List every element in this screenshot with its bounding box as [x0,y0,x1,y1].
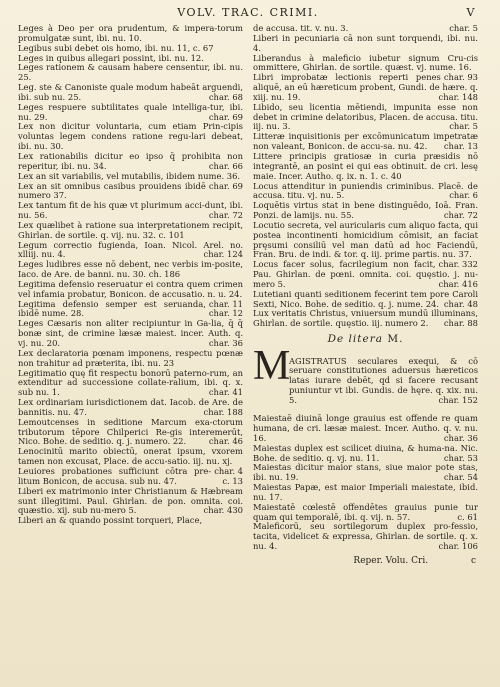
index-entry-ref: char. 11 [208,298,243,309]
index-entry-text: de accusa. tit. v. nu. 3. [253,23,349,33]
index-entry-text: Lenocinitū marito obiectū, onerat ipsum, vxorem tamen non excusat, Place. de accu-satio. iij. nu. xj. [18,446,243,467]
index-entry-text: Liberi ex matrimonio inter Christianum & Hæbream sunt illegitimi. Paul. Ghirlan. de pon. omnita. coi. quæstio. xij. sub nu-mero 5. [18,485,243,516]
index-entry-text: Liberi in pecuniaria cā non sunt torquendi, ibi. nu. 4. [253,32,478,53]
index-entry-text: Libido, seu licentia mētiendi, impunita esse non debet in crimine delatoribus, Placen. de accusa. titu. iij. nu. 3. [253,101,478,132]
index-entry-ref: char. 66 [208,160,243,171]
index-entry-text: Libri improbatæ lectionis reperti penes aliquē, an eū hæreticum probent, Gundi. de hære. q. xiij. nu. 19. [253,72,478,102]
index-entry-ref: char. 6 [449,190,478,201]
index-entry-text: Lex an sit variabilis, vel mutabilis, ibidem nume. 36. [18,170,241,181]
section-heading-letter: M. [387,333,404,346]
index-entry-text: Legibus subi debet ois homo, ibi. nu. 11, c. 67 [18,42,214,53]
index-entry-text: Leges in quibus allegari possint, ibi. nu. 12. [18,52,204,63]
index-entry [18,152,243,172]
right-column-entries-m [253,414,478,552]
index-entry [253,503,478,523]
running-header [18,4,478,22]
index-entry-ref: char. 12 [208,308,243,319]
index-entry [253,290,478,310]
index-entry-text: Legitima defensio semper est seruanda, ibidē nume. 28. [18,298,206,319]
index-entry [18,516,243,526]
index-entry-ref: c. 61 [457,511,478,522]
index-entry-text: Leges à Deo per ora prudentum, & impera-torum promulgatæ sunt, ibi. nu. 10. [18,23,243,43]
index-entry-text: Lutetiani quanti seditionem fecerint tem pore Caroli Sexti, Nico. Bohe. de seditio. q. j. nume. 24. [253,288,478,309]
index-entry [18,122,243,152]
index-entry [18,319,243,349]
index-columns [18,24,478,566]
index-entry-text: Locutio secreta, vel auricularis cum aliquo facta, qui postea incontinenti homicidium cōmisit, an faciat pręsumi consiliū vel man datū ad hoc Faciendū, Fran. Bru. de indi. & tor. q. iij. prime partis. nu. 37. [253,219,478,260]
index-entry-text: Liberandus à maleficio iubetur signum Cru-cis ommittere, Ghirlan. de sortile. quæst. vj. nume. 16. [253,52,478,73]
index-entry-text: Legitimatio quę fit respectu bonorū paterno-rum, an extenditur ad successione collate-ralium, ibi. q. x. sub nu. 1. [18,367,243,398]
right-column-entries [253,24,478,329]
index-entry [253,201,478,221]
index-entry [253,414,478,444]
index-entry [18,83,243,103]
index-entry [18,221,243,241]
catchword [253,556,478,566]
index-entry [253,52,478,83]
index-entry [253,152,478,182]
index-entry-ref: c. 13 [222,475,243,486]
index-entry-ref: char. 36 [208,338,243,348]
index-entry [18,241,243,261]
index-entry-ref: char. 5 [449,23,478,33]
index-entry-ref: char. 13 [443,141,478,152]
index-entry [18,24,243,44]
index-entry [18,349,243,369]
index-entry-text: Lex ordinariam iurisdictionem dat. Iacob. de Are. de bannitis. nu. 47. [18,397,243,417]
index-entry-ref: char. 106 [438,541,478,552]
index-entry-ref: char. 46 [208,436,243,447]
index-entry [18,487,243,517]
index-entry-text: Loquētis virtus stat in bene distinguēdo, Ioā. Fran. Ponzi. de lamijs. nu. 55. [253,200,478,221]
index-entry-text: Legum correctio fugienda, Ioan. Nicol. Arel. no. xlliij. nu. 4. [18,239,243,260]
index-entry-text: Liberi an & quando possint torqueri, Place, [18,515,203,526]
running-title: VOLV. TRAC. CRIMI. [177,6,319,19]
index-entry-text: Maiestas dicitur maior stans, siue maior pote stas, ibi. nu. 19. [253,462,478,483]
index-entry-text: Locus facer solus, facrilegium non facit, Pau. Ghirlan. de pœni. omnita. coi. quęstio. j. nu-mero 5. [253,259,478,289]
index-entry-text: Maiestas Papæ, est maior Imperiali maiestate, ibid. nu. 17. [253,482,478,502]
index-entry-ref: char. 5 [449,121,478,132]
index-entry [253,463,478,483]
index-entry [18,63,243,83]
left-column [18,24,243,566]
index-entry [253,483,478,503]
catchword-text: Reper. Volu. Cri. [353,555,429,566]
index-entry-ref: char. 93 [443,72,478,83]
index-entry [18,103,243,123]
index-entry-text: Litteræ inquisitionis per excōmunicatum impetratæ non valeant, Bonicon. de accu-sa. nu. 42. [253,131,478,152]
index-entry-ref: char. 4 [214,465,243,476]
index-entry-ref: char. 88 [443,318,478,329]
index-entry-text: Leg. ste & Canoniste quale modum habeāt arguendi, ibi. sub nu. 25. [18,82,243,102]
index-entry-ref: char. 124 [203,249,243,260]
index-entry [253,103,478,133]
index-entry-ref: char. 430 [203,505,243,516]
index-entry-ref: char. 72 [208,210,243,221]
index-entry-ref: char. 69 [208,180,243,191]
index-entry-text: Maiestas duplex est scilicet diuina, & huma-na. Nic. Bohe. de seditio. q. vj. nu. 11. [253,442,478,463]
section-heading-pre: De litera [327,333,383,346]
index-entry-ref: char. 416 [438,278,478,289]
dropcap-text [289,357,478,406]
index-entry-ref: char. 53 [443,452,478,463]
index-entry-text: Lex rationabilis dicitur eo ipso q̄ prohibita non reperitur, ibi. nu. 34. [18,150,243,171]
index-entry [18,467,243,487]
dropcap-letter: M [253,343,291,390]
index-entry [253,132,478,152]
index-entry [253,522,478,552]
index-entry-text: Maleficorū, seu sortilegorum duplex pro-fessio, tacita, videlicet & expressa, Ghirlan. de sortile. q. x. nu. 4. [253,521,478,552]
index-entry-text: Lux veritatis Christus, vniuersum mundū illuminans, Ghirlan. de sortile. quęstio. iij. numero 2. [253,308,478,329]
index-entry-text: Lex an sit omnibus casibus prouidens ibidē numero 37. [18,180,206,201]
index-entry-text: Littere principis gratiosæ in curia præsidis nō integrantē, an posint ei qui eas obtinuit. de cri. lesę maie. Incer. Autho. q. ix. n. 1. c. 40 [253,150,478,181]
leaf-number: V [466,6,476,19]
index-entry [253,219,478,270]
index-entry-ref: char. 68 [208,91,243,102]
dropcap-entry-ref: char. 152 [438,394,478,405]
index-entry-text: Leuiores probationes sufficiunt cōtra pre-litum Bonicon, de accusa. sub nu. 47. [18,465,212,486]
index-entry [253,309,478,329]
index-entry [253,34,478,54]
index-entry [253,182,478,202]
index-entry-ref: char. 188 [203,406,243,417]
index-entry [18,369,243,399]
index-entry-ref: char. 48 [443,298,478,309]
index-entry-text: Lex non dicitur voluntaria, cum etiam Prin-cipis voluntas legem condens ratione regu-lari debeat, ibi. nu. 30. [18,121,243,152]
index-entry-text: Lex declaratoria pœnam imponens, respectu pœnæ non trahitur ad præterita, ibi. nu. 23 [18,347,243,368]
index-entry-ref: char. 72 [443,210,478,221]
index-entry-ref: char. 148 [438,91,478,102]
index-entry [253,444,478,464]
index-entry [18,398,243,418]
index-entry-text: Leges ludibres esse nō debent, nec verbis im-posite, Iaco. de Are. de banni. nu. 30. ch. 186 [18,259,243,280]
index-entry-text: Leges Cæsaris non aliter recipiuntur in Ga-lia, q̄ q̄ bonæ sint, de crimine læsæ maiest. incer. Auth. q. vj. nu. 20. [18,318,243,348]
index-entry-text: Locus attenditur in puniendis criminibus. Placē. de accusa. titu. vj. nu. 5. [253,180,478,201]
index-entry-ref: char. 36 [443,432,478,443]
index-entry-ref: char. 54 [443,472,478,483]
index-entry-text: Maiestaē diuinā longe grauius est offende re quam humana, de cri. læsæ maiest. Incer. Autho. q. v. nu. 16. [253,413,478,443]
index-entry-text: Lex tantum fit de his quæ vt plurimum acci-dunt, ibi. nu. 56. [18,200,243,221]
index-entry [18,418,243,448]
index-entry-text: Lemoutcenses in seditione Marcum exa-ctorum tributorum tēpore Chilperici Re-gis interemerūt, Nico. Bohe. de seditio. q. j. numero. 22. [18,416,243,447]
index-entry-text: Leges respuere subtilitates quale intelliga-tur, ibi. nu. 29. [18,101,243,122]
index-entry-text: Leges rationem & causam habere censentur, ibi. nu. 25. [18,62,243,83]
dropcap-entry [253,343,478,414]
index-entry-ref: char. 332 [438,259,478,270]
right-column [253,24,478,566]
index-entry-text: Lex quælibet à ratione sua interpretationem recipit, Ghirlan. de sortile. q. vij. nu. 32. c. 101 [18,219,243,240]
index-entry-ref: char. 69 [208,111,243,122]
index-entry-text: Maiestatē cœlestē offendētes grauius punie tur quam qui temporalē, ibi. q. vij. n. 57. [253,501,478,522]
dropcap-entry-text: AGISTRATUS seculares exequi, & cō seruare constitutiones aduersus hæreticos latas iurare debēt, qd si facere recusant puniuntur vt ibi. Gundis. de hęre. q. xix. nu. 5. [289,355,478,405]
index-entry-text: Legitima defensio reseruatur ei contra quem crimen vel infamia probatur, Bonicon. de accusatio. n. u. 24. [18,278,243,299]
index-entry [18,201,243,221]
signature-mark: c [470,555,476,566]
index-entry-ref: char. 41 [208,387,243,398]
index-entry [18,260,243,280]
